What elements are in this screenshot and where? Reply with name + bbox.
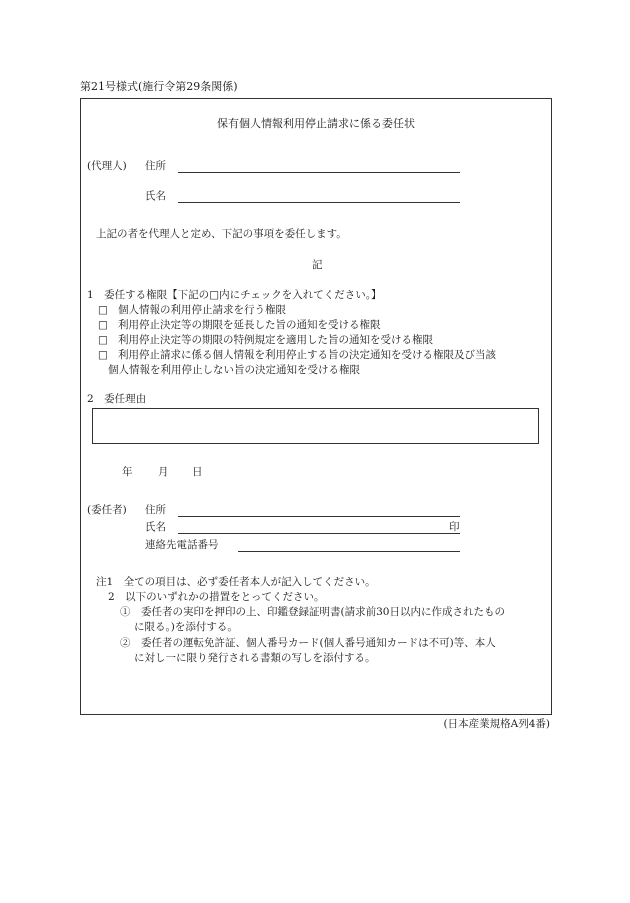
date-month-label: 月 — [158, 466, 169, 478]
agent-address-label: 住所 — [145, 160, 166, 172]
agent-name-label: 氏名 — [145, 190, 166, 202]
option-2 — [98, 318, 381, 332]
agent-address-field[interactable] — [178, 172, 460, 173]
option-4-continuation: 個人情報を利用停止しない旨の決定通知を受ける権限 — [108, 364, 360, 376]
agent-section-label: (代理人) — [87, 160, 127, 172]
note-2: 2 以下のいずれかの措置をとってください。 — [108, 591, 325, 603]
principal-phone-field[interactable] — [238, 551, 460, 552]
seal-label: 印 — [449, 521, 460, 533]
principal-phone-label: 連絡先電話番号 — [145, 539, 219, 551]
note-1: 注1 全ての項目は、必ず委任者本人が記入してください。 — [96, 576, 376, 588]
option-4 — [98, 348, 496, 362]
note-2-sub1-line2: に限る。)を添付する。 — [134, 621, 238, 633]
principal-address-label: 住所 — [145, 504, 166, 516]
note-2-sub1-line1: ① 委任者の実印を押印の上、印鑑登録証明書(請求前30日以内に作成されたもの — [120, 606, 505, 618]
note-2-sub2-line2: に対し一に限り発行される書類の写しを添付する。 — [134, 652, 376, 664]
principal-name-label: 氏名 — [145, 521, 166, 533]
note-2-sub2-line1: ② 委任者の運転免許証、個人番号カード(個人番号通知カードは不可)等、本人 — [120, 637, 496, 649]
ki-label: 記 — [312, 259, 323, 271]
option-1-label: 個人情報の利用停止請求を行う権限 — [118, 304, 286, 316]
option-3-checkbox[interactable]: □ — [98, 334, 108, 346]
option-1-checkbox[interactable]: □ — [98, 304, 108, 316]
principal-name-field[interactable] — [178, 533, 460, 534]
form-title: 保有個人情報利用停止請求に係る委任状 — [217, 117, 415, 130]
option-3 — [98, 333, 433, 347]
principal-section-label: (委任者) — [87, 504, 127, 516]
date-day-label: 日 — [192, 466, 203, 478]
option-4-checkbox[interactable]: □ — [98, 349, 108, 361]
intro-text: 上記の者を代理人と定め、下記の事項を委任します。 — [96, 228, 347, 240]
option-4-label: 利用停止請求に係る個人情報を利用停止する旨の決定通知を受ける権限及び当該 — [118, 349, 496, 361]
form-number: 第21号様式(施行令第29条関係) — [80, 80, 238, 93]
reason-input-box[interactable] — [92, 408, 539, 444]
option-3-label: 利用停止決定等の期限の特例規定を適用した旨の通知を受ける権限 — [118, 334, 433, 346]
item1-heading: 1 委任する権限【下記の□内にチェックを入れてください。】 — [87, 289, 382, 301]
form-frame — [80, 98, 552, 715]
agent-name-field[interactable] — [178, 202, 460, 203]
option-2-checkbox[interactable]: □ — [98, 319, 108, 331]
item2-heading: 2 委任理由 — [87, 393, 147, 405]
principal-address-field[interactable] — [178, 516, 460, 517]
option-2-label: 利用停止決定等の期限を延長した旨の通知を受ける権限 — [118, 319, 381, 331]
option-1 — [98, 303, 286, 317]
date-year-label: 年 — [122, 466, 133, 478]
footer-paper-size: (日本産業規格A列4番) — [443, 718, 550, 730]
